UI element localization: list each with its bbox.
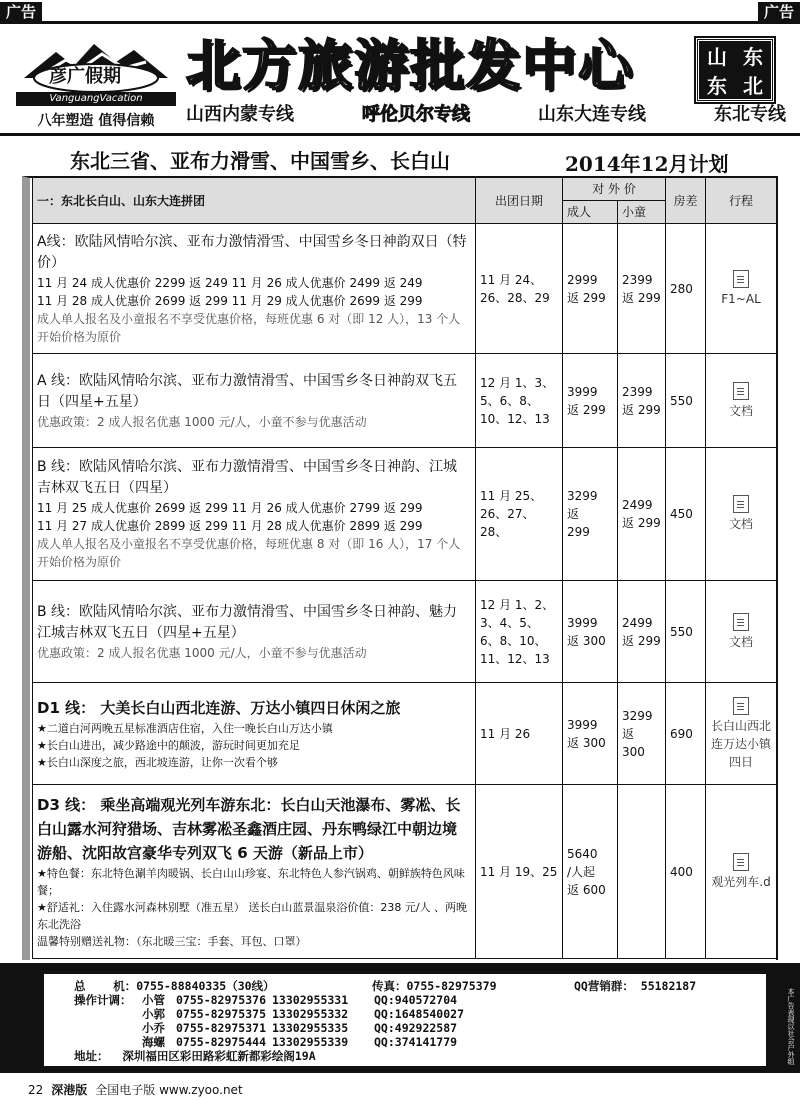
contact-tel: 0755-82975444 xyxy=(176,1035,267,1049)
route-item: 山西内蒙专线 xyxy=(186,104,294,125)
depart-dates: 12 月 1、3、5、6、8、10、12、13 xyxy=(476,354,563,448)
file-label: 文档 xyxy=(729,403,754,418)
room-diff: 280 xyxy=(666,224,706,354)
depart-dates: 11 月 26 xyxy=(476,683,563,785)
top-rule xyxy=(0,21,800,24)
itinerary-file[interactable] xyxy=(706,581,777,683)
contact-name: 小乔 xyxy=(142,1021,165,1035)
depart-dates: 11 月 24、26、28、29 xyxy=(476,224,563,354)
itinerary-file[interactable] xyxy=(706,683,777,785)
route-item: 呼伦贝尔专线 xyxy=(362,104,470,125)
header-date: 出团日期 xyxy=(476,178,563,224)
edition: 深港版 xyxy=(51,1083,88,1097)
itinerary-file[interactable] xyxy=(706,448,777,581)
section-title: 一：东北长白山、山东大连拼团 xyxy=(33,178,476,224)
ad-label-left: 广告 xyxy=(0,2,42,22)
adult-price: 3999 返 299 xyxy=(563,354,618,448)
adult-price: 5640 /人起 返 600 xyxy=(563,785,618,959)
subtitle: 东北三省、亚布力滑雪、中国雪乡、长白山 xyxy=(70,149,450,173)
document-icon xyxy=(733,613,749,631)
promo-note: 优惠政策：2 成人报名优惠 1000 元/人，小童不参与优惠活动 xyxy=(37,645,367,660)
logo-name: 彦广假期 xyxy=(49,66,121,87)
stamp-char: 北 xyxy=(743,74,763,98)
child-price: 2499 返 299 xyxy=(618,448,666,581)
fax: 传真：0755-82975379 xyxy=(372,979,497,993)
address: 地址： 深圳福田区彩田路彩虹新都彩绘阁19A xyxy=(74,1049,316,1063)
child-price xyxy=(618,785,666,959)
contact-panel xyxy=(44,974,766,1066)
feature-line: ★舒适礼：入住露水河森林别墅（准五星） 送长白山蓝景温泉浴价值：238 元/人 、两晚东北洗浴 xyxy=(37,901,468,931)
table-row xyxy=(33,581,777,683)
plan-title: 2014年12月计划 xyxy=(565,152,729,176)
itinerary-file[interactable] xyxy=(706,785,777,959)
document-icon xyxy=(733,495,749,513)
contact-name: 海螺 xyxy=(142,1035,165,1049)
depart-dates: 11 月 25、26、27、28、 xyxy=(476,448,563,581)
depart-dates: 11 月 19、25 xyxy=(476,785,563,959)
logo-english: VanguangVacation xyxy=(16,92,176,106)
adult-price: 3999 返 300 xyxy=(563,581,618,683)
adult-price: 2999 返 299 xyxy=(563,224,618,354)
route-title: D1 线： 大美长白山西北连游、万达小镇四日休闲之旅 xyxy=(37,699,401,717)
table-row xyxy=(33,354,777,448)
contact-tel: 0755-82975375 xyxy=(176,1007,267,1021)
price-line: 11 月 25 成人优惠价 2699 返 299 11 月 26 成人优惠价 2799 返 299 xyxy=(37,501,423,515)
adult-price: 3299 返 299 xyxy=(563,448,618,581)
feature-line: ★二道白河两晚五星标准酒店住宿，入住一晚长白山万达小镇 xyxy=(37,722,333,735)
document-icon xyxy=(733,382,749,400)
table-header-row xyxy=(33,178,777,201)
contact-tel: 0755-82975371 xyxy=(176,1021,267,1035)
page-number: 22 xyxy=(28,1082,44,1097)
depart-dates: 12 月 1、2、3、4、5、6、8、10、11、12、13 xyxy=(476,581,563,683)
file-label: 观光列车.d xyxy=(711,874,771,889)
route-item: 山东大连专线 xyxy=(538,104,646,125)
contact-mobile: 13302955331 xyxy=(272,993,349,1007)
contact-label: 操作计调： xyxy=(74,993,132,1007)
slogan: 八年塑造 值得信赖 xyxy=(37,113,155,129)
child-price: 2499 返 299 xyxy=(618,581,666,683)
contact-qq: QQ:940572704 xyxy=(374,993,458,1007)
route-title: D3 线： 乘坐高端观光列车游东北：长白山天池瀑布、雾凇、长白山露水河狩猎场、吉林雾凇圣鑫酒庄园、丹东鸭绿江中朝边境游船、沈阳故宫豪华专列双飞 6 天游（新品上市） xyxy=(37,796,461,862)
header-adult: 成人 xyxy=(563,201,618,224)
stamp-char: 东 xyxy=(743,45,763,69)
adult-price: 3999 返 300 xyxy=(563,683,618,785)
region-stamp xyxy=(696,38,774,102)
stamp-char: 山 xyxy=(707,45,727,69)
feature-line: ★长白山深度之旅，西北坡连游，让你一次看个够 xyxy=(37,756,278,769)
file-label: 文档 xyxy=(729,517,754,531)
header-price: 对 外 价 xyxy=(563,178,666,201)
price-line: 11 月 28 成人优惠价 2699 返 299 11 月 29 成人优惠价 2699 返 299 xyxy=(37,293,423,308)
contact-qq: QQ:492922587 xyxy=(374,1021,458,1035)
feature-line: ★特色餐：东北特色涮羊肉暖锅、长白山山珍宴、东北特色人参汽锅鸡、朝鲜族特色风味餐； xyxy=(37,867,465,897)
schedule-table xyxy=(32,177,777,959)
route-title: B 线：欧陆风情哈尔滨、亚布力激情滑雪、中国雪乡冬日神韵、江城吉林双飞五日（四星） xyxy=(37,459,458,496)
stamp-char: 东 xyxy=(707,74,727,98)
contact-qq: QQ:374141779 xyxy=(374,1035,458,1049)
route-item: 东北专线 xyxy=(714,104,786,125)
side-note: 本广告表现以社会户外组 xyxy=(787,988,795,1065)
main-phone: 总 机：0755-88840335（30线） xyxy=(74,979,275,993)
contact-qq: QQ:1648540027 xyxy=(374,1007,465,1021)
promo-note: 成人单人报名及小童报名不享受优惠价格，每班优惠 6 对（即 12 人），13 个人开始价格为原价 xyxy=(37,311,461,344)
feature-line: 温馨特别赠送礼物：（东北暖三宝：手套、耳包、口罩） xyxy=(37,935,307,948)
ad-label-right: 广告 xyxy=(758,2,800,22)
room-diff: 690 xyxy=(666,683,706,785)
contact-name: 小管 xyxy=(142,993,165,1007)
header-itinerary: 行程 xyxy=(706,178,777,224)
child-price: 3299 返 300 xyxy=(618,683,666,785)
price-line: 11 月 24 成人优惠价 2299 返 249 11 月 26 成人优惠价 2499 返 249 xyxy=(37,275,423,290)
promo-note: 优惠政策：2 成人报名优惠 1000 元/人，小童不参与优惠活动 xyxy=(37,414,367,429)
contact-tel: 0755-82975376 xyxy=(176,993,267,1007)
document-icon xyxy=(733,697,749,715)
file-label: F1~AL xyxy=(721,291,761,306)
document-icon xyxy=(733,853,749,871)
file-label: 文档 xyxy=(729,634,754,649)
contact-name: 小郭 xyxy=(142,1007,165,1021)
header-room: 房差 xyxy=(666,178,706,224)
feature-line: ★长白山进出，减少路途中的颠波，游玩时间更加充足 xyxy=(37,739,300,752)
room-diff: 550 xyxy=(666,581,706,683)
file-label: 长白山西北连万达小镇四日 xyxy=(711,718,772,769)
room-diff: 550 xyxy=(666,354,706,448)
document-icon xyxy=(733,270,749,288)
table-row xyxy=(33,224,777,354)
route-list xyxy=(186,100,786,126)
route-title: A线：欧陆风情哈尔滨、亚布力激情滑雪、中国雪乡冬日神韵双日（特价） xyxy=(37,233,467,271)
qq-group: QQ营销群： 55182187 xyxy=(574,979,697,993)
child-price: 2399 返 299 xyxy=(618,224,666,354)
itinerary-file[interactable] xyxy=(706,224,777,354)
price-line: 11 月 27 成人优惠价 2899 返 299 11 月 28 成人优惠价 2899 返 299 xyxy=(37,519,423,533)
room-diff: 400 xyxy=(666,785,706,959)
child-price: 2399 返 299 xyxy=(618,354,666,448)
table-row xyxy=(33,683,777,785)
route-title: A 线：欧陆风情哈尔滨、亚布力激情滑雪、中国雪乡冬日神韵双飞五日（四星+五星） xyxy=(37,372,458,410)
main-title: 北方旅游批发中心 xyxy=(186,34,634,97)
itinerary-file[interactable] xyxy=(706,354,777,448)
header-divider xyxy=(0,133,800,136)
route-title: B 线：欧陆风情哈尔滨、亚布力激情滑雪、中国雪乡冬日神韵、魅力江城吉林双飞五日（四星+五星） xyxy=(37,603,458,641)
contact-mobile: 13302955332 xyxy=(272,1007,349,1021)
contact-mobile: 13302955339 xyxy=(272,1035,349,1049)
room-diff: 450 xyxy=(666,448,706,581)
promo-note: 成人单人报名及小童报名不享受优惠价格，每班优惠 8 对（即 16 人），17 个人开始价格为原价 xyxy=(37,537,461,569)
page-footer xyxy=(28,1081,243,1098)
table-row xyxy=(33,785,777,959)
table-row xyxy=(33,448,777,581)
contact-mobile: 13302955335 xyxy=(272,1021,349,1035)
site-link[interactable]: 全国电子版 www.zyoo.net xyxy=(95,1083,243,1097)
header-child: 小童 xyxy=(618,201,666,224)
